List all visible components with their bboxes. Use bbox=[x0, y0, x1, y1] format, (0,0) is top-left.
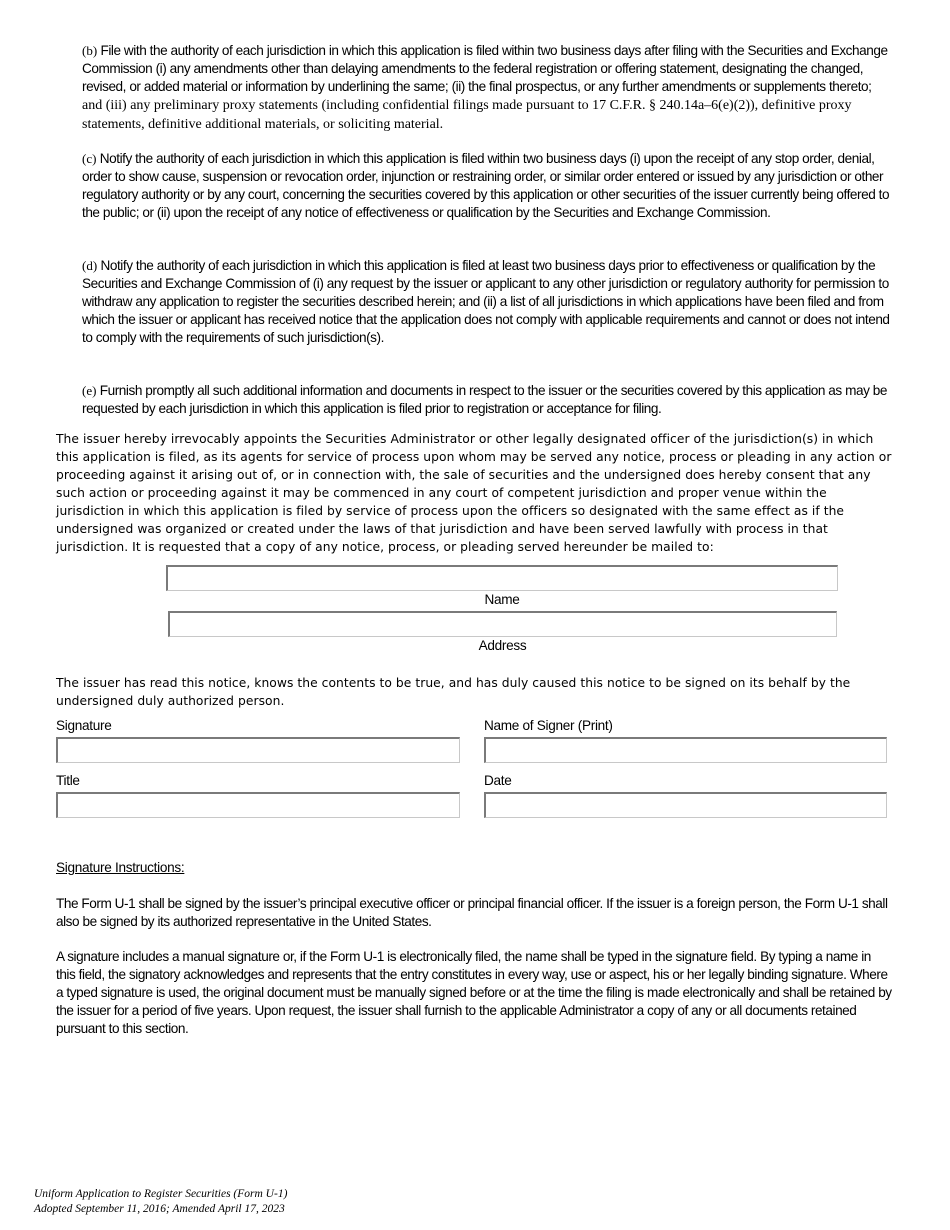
footer-line-1: Uniform Application to Register Securities (Form U-1) bbox=[34, 1188, 288, 1200]
item-d-label: (d) bbox=[82, 258, 98, 273]
item-c bbox=[82, 150, 890, 222]
item-e-text: Furnish promptly all such additional information and documents in respect to the issuer or the securities covered by this application as may be requested by each jurisdiction in which this application is filed prior to registration or acceptance for filing. bbox=[82, 383, 887, 416]
notice-paragraph: The issuer has read this notice, knows the contents to be true, and has duly caused this notice to be signed on its behalf by the undersigned duly authorized person. bbox=[56, 676, 851, 708]
item-d-text: Notify the authority of each jurisdiction in which this application is filed at least two business days prior to effectiveness or qualification by the Securities and Exchange Commission of (i) any request by the issuer or applicant to any other jurisdiction or regulatory authority for permission to withdraw any application to register the securities described herein; and (ii) a list of all jurisdictions in which applications have been filed and from which the issuer or applicant has received notice that the application does not comply with applicable requirements and cannot or does not intend to comply with the requirements of such jurisdiction(s). bbox=[82, 258, 890, 345]
instructions-paragraph-1: The Form U-1 shall be signed by the issuer’s principal executive officer or principal financial officer. If the issuer is a foreign person, the Form U-1 shall also be signed by its authorized representative in the United States. bbox=[56, 896, 888, 929]
item-e bbox=[82, 382, 890, 418]
signer-name-field[interactable] bbox=[484, 737, 887, 763]
item-e-label: (e) bbox=[82, 383, 97, 398]
instructions-paragraph-2: A signature includes a manual signature or, if the Form U-1 is electronically filed, the name shall be typed in the signature field. By typing a name in this field, the signatory acknowledges and represents that the entry constitutes in every way, use or aspect, his or her legally binding signature. Where a typed signature is used, the original document must be manually signed before or at the time the filing is made electronically and shall be retained by the issuer for a period of five years. Upon request, the issuer shall furnish to the applicable Administrator a copy of any or all documents retained pursuant to this section. bbox=[56, 949, 892, 1036]
footer-line-2: Adopted September 11, 2016; Amended April 17, 2023 bbox=[34, 1203, 285, 1215]
signature-field[interactable] bbox=[56, 737, 460, 763]
item-b bbox=[82, 42, 890, 134]
mailing-address-field[interactable] bbox=[168, 611, 837, 637]
date-field[interactable] bbox=[484, 792, 887, 818]
title-field[interactable] bbox=[56, 792, 460, 818]
mailing-name-field[interactable] bbox=[166, 565, 838, 591]
appointment-paragraph: The issuer hereby irrevocably appoints the Securities Administrator or other legally designated officer of the jurisdiction(s) in which this application is filed, as its agents for service of process upon whom may be served any notice, process or pleading in any action or proceeding against it arising out of, or in connection with, the sale of securities and the undersigned does hereby consent that any such action or proceeding against it may be commenced in any court of competent jurisdiction and proper venue within the jurisdiction in which this application is filed by service of process upon the officers so designated with the same effect as if the undersigned was organized or created under the laws of that jurisdiction and have been served lawfully with process in that jurisdiction. It is requested that a copy of any notice, process, or pleading served hereunder be mailed to: bbox=[56, 432, 892, 554]
title-label: Title bbox=[56, 773, 80, 788]
signature-instructions-heading: Signature Instructions: bbox=[56, 860, 185, 875]
item-b-serif-text: and (iii) any preliminary proxy statements (including confidential filings made pursuant to 17 C.F.R. § 240.14a–6(e)(2)), definitive proxy statements, definitive additional materials, or soliciting material. bbox=[82, 98, 852, 132]
item-c-text: Notify the authority of each jurisdiction in which this application is filed within two business days (i) upon the receipt of any stop order, denial, order to show cause, suspension or revocation order, injunction or restraining order, or similar order entered or issued by any jurisdiction or other regulatory authority or by any court, concerning the securities covered by this application or other securities of the issuer currently being offered to the public; or (ii) upon the receipt of any notice of effectiveness or qualification by the Securities and Exchange Commission. bbox=[82, 151, 890, 220]
signature-label: Signature bbox=[56, 718, 112, 733]
signer-name-label: Name of Signer (Print) bbox=[484, 718, 613, 733]
item-b-text: File with the authority of each jurisdiction in which this application is filed within two business days after filing with the Securities and Exchange Commission (i) any amendments other than delaying amendments to the federal registration or offering statement, designating the changed, revised, or added material or information by underlining the same; (ii) the final prospectus, or any further amendments or supplements thereto; bbox=[82, 43, 888, 94]
mailing-address-caption: Address bbox=[478, 638, 527, 653]
item-b-label: (b) bbox=[82, 43, 98, 58]
item-d bbox=[82, 257, 890, 347]
item-c-label: (c) bbox=[82, 151, 97, 166]
date-label: Date bbox=[484, 773, 512, 788]
mailing-name-caption: Name bbox=[484, 592, 520, 607]
